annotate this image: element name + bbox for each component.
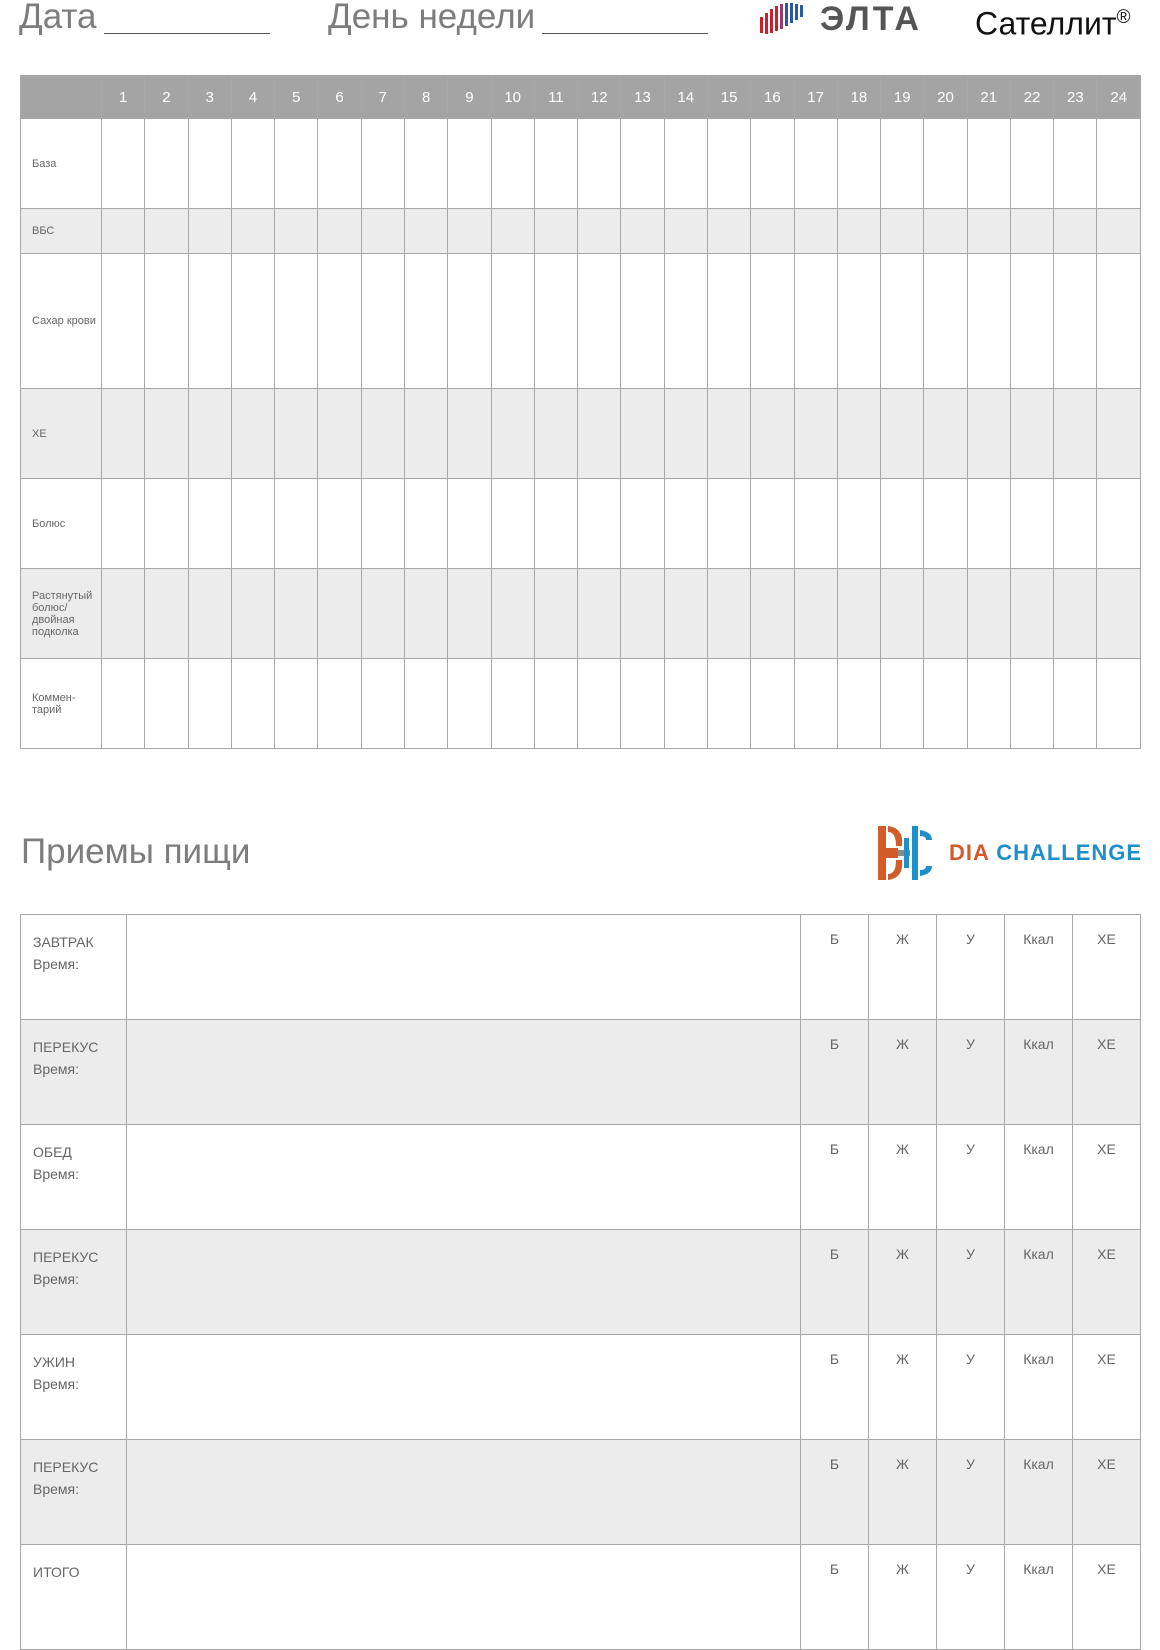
log-cell[interactable] — [102, 569, 145, 659]
meal-row — [21, 915, 1141, 1020]
log-cell[interactable] — [621, 389, 664, 479]
log-cell[interactable] — [1097, 209, 1141, 254]
log-cell[interactable] — [924, 659, 967, 749]
log-cell[interactable] — [967, 389, 1010, 479]
log-cell[interactable] — [188, 479, 231, 569]
log-cell[interactable] — [491, 659, 534, 749]
log-cell[interactable] — [881, 389, 924, 479]
log-row — [21, 569, 1141, 659]
log-cell[interactable] — [967, 659, 1010, 749]
log-cell[interactable] — [1054, 479, 1097, 569]
log-cell[interactable] — [361, 569, 404, 659]
meal-name-cell — [21, 1440, 127, 1545]
hour-header: 15 — [707, 76, 750, 119]
log-cell[interactable] — [318, 119, 361, 209]
hour-header: 22 — [1010, 76, 1053, 119]
elta-logo-icon — [760, 2, 816, 38]
log-cell[interactable] — [924, 389, 967, 479]
log-cell[interactable] — [318, 254, 361, 389]
nutrient-cell[interactable]: ХЕ — [1073, 1545, 1141, 1650]
nutrient-cell[interactable]: У — [937, 1020, 1005, 1125]
log-cell[interactable] — [145, 254, 188, 389]
log-cell[interactable] — [924, 569, 967, 659]
hourly-log-table — [20, 75, 1141, 749]
log-cell[interactable] — [534, 254, 577, 389]
hour-header: 12 — [578, 76, 621, 119]
meal-description-cell[interactable] — [127, 1335, 801, 1440]
log-cell[interactable] — [318, 569, 361, 659]
log-cell[interactable] — [794, 659, 837, 749]
meal-description-cell[interactable] — [127, 1230, 801, 1335]
log-cell[interactable] — [1054, 209, 1097, 254]
log-cell[interactable] — [967, 254, 1010, 389]
log-cell[interactable] — [664, 209, 707, 254]
log-cell[interactable] — [1054, 569, 1097, 659]
log-cell[interactable] — [578, 569, 621, 659]
log-cell[interactable] — [1010, 479, 1053, 569]
log-cell[interactable] — [491, 119, 534, 209]
log-cell[interactable] — [664, 479, 707, 569]
nutrient-cell[interactable]: Ккал — [1005, 1125, 1073, 1230]
log-cell[interactable] — [1054, 119, 1097, 209]
meal-row — [21, 1545, 1141, 1650]
hour-header: 1 — [102, 76, 145, 119]
row-label: База — [21, 119, 102, 209]
log-cell[interactable] — [231, 209, 274, 254]
log-cell[interactable] — [578, 209, 621, 254]
log-cell[interactable] — [967, 479, 1010, 569]
hour-header: 9 — [448, 76, 491, 119]
dia-challenge-logo-icon — [874, 824, 934, 882]
hour-header: 17 — [794, 76, 837, 119]
log-cell[interactable] — [751, 209, 794, 254]
hour-header: 10 — [491, 76, 534, 119]
registered-mark: ® — [1116, 7, 1131, 28]
log-cell[interactable] — [837, 479, 880, 569]
log-cell[interactable] — [275, 659, 318, 749]
log-cell[interactable] — [707, 209, 750, 254]
log-cell[interactable] — [751, 659, 794, 749]
log-cell[interactable] — [404, 659, 447, 749]
log-cell[interactable] — [837, 389, 880, 479]
log-cell[interactable] — [1097, 569, 1141, 659]
log-cell[interactable] — [448, 254, 491, 389]
log-cell[interactable] — [794, 479, 837, 569]
log-cell[interactable] — [491, 569, 534, 659]
log-cell[interactable] — [707, 479, 750, 569]
log-cell[interactable] — [751, 389, 794, 479]
elta-logo — [760, 2, 930, 38]
meals-title: Приемы пищи — [21, 832, 251, 871]
log-cell[interactable] — [794, 389, 837, 479]
meal-name: ПЕРЕКУС — [33, 1459, 99, 1475]
row-label: Коммен-тарий — [21, 659, 102, 749]
log-cell[interactable] — [837, 119, 880, 209]
nutrient-cell[interactable]: Ккал — [1005, 915, 1073, 1020]
log-row — [21, 254, 1141, 389]
weekday-field-line[interactable] — [542, 33, 708, 34]
meal-description-cell[interactable] — [127, 915, 801, 1020]
log-cell[interactable] — [534, 209, 577, 254]
hour-header: 11 — [534, 76, 577, 119]
nutrient-cell[interactable]: Ж — [869, 915, 937, 1020]
log-cell[interactable] — [448, 119, 491, 209]
log-cell[interactable] — [231, 659, 274, 749]
log-cell[interactable] — [794, 119, 837, 209]
meal-name-cell — [21, 1125, 127, 1230]
meal-time-label: Время: — [33, 1376, 80, 1392]
log-cell[interactable] — [275, 209, 318, 254]
log-cell[interactable] — [1010, 209, 1053, 254]
meal-name: ПЕРЕКУС — [33, 1249, 99, 1265]
log-cell[interactable] — [231, 569, 274, 659]
log-cell[interactable] — [188, 254, 231, 389]
meal-time-label: Время: — [33, 956, 80, 972]
nutrient-cell[interactable]: ХЕ — [1073, 1440, 1141, 1545]
nutrient-cell[interactable]: ХЕ — [1073, 915, 1141, 1020]
date-label: Дата — [19, 0, 97, 36]
log-cell[interactable] — [707, 254, 750, 389]
log-cell[interactable] — [1097, 389, 1141, 479]
meal-name-cell — [21, 915, 127, 1020]
log-cell[interactable] — [1097, 119, 1141, 209]
log-cell[interactable] — [621, 209, 664, 254]
hour-header: 3 — [188, 76, 231, 119]
nutrient-cell[interactable]: Ж — [869, 1335, 937, 1440]
meal-description-cell[interactable] — [127, 1545, 801, 1650]
meal-row — [21, 1020, 1141, 1125]
meal-row — [21, 1335, 1141, 1440]
hour-header: 16 — [751, 76, 794, 119]
log-cell[interactable] — [361, 479, 404, 569]
log-cell[interactable] — [1097, 254, 1141, 389]
nutrient-cell[interactable]: Ж — [869, 1440, 937, 1545]
log-cell[interactable] — [881, 209, 924, 254]
log-cell[interactable] — [924, 254, 967, 389]
log-cell[interactable] — [404, 569, 447, 659]
log-cell[interactable] — [188, 659, 231, 749]
nutrient-cell[interactable]: ХЕ — [1073, 1020, 1141, 1125]
log-cell[interactable] — [707, 659, 750, 749]
meal-name: ОБЕД — [33, 1144, 72, 1160]
log-cell[interactable] — [794, 254, 837, 389]
log-cell[interactable] — [967, 119, 1010, 209]
log-cell[interactable] — [361, 659, 404, 749]
meal-description-cell[interactable] — [127, 1440, 801, 1545]
log-cell[interactable] — [1010, 389, 1053, 479]
log-cell[interactable] — [621, 479, 664, 569]
hour-header: 21 — [967, 76, 1010, 119]
hour-header: 13 — [621, 76, 664, 119]
log-cell[interactable] — [491, 479, 534, 569]
nutrient-cell[interactable]: У — [937, 1125, 1005, 1230]
row-label: ВБС — [21, 209, 102, 254]
log-cell[interactable] — [578, 254, 621, 389]
log-cell[interactable] — [448, 479, 491, 569]
log-cell[interactable] — [621, 254, 664, 389]
hour-header: 8 — [404, 76, 447, 119]
log-cell[interactable] — [664, 389, 707, 479]
log-cell[interactable] — [751, 119, 794, 209]
nutrient-cell[interactable]: Ккал — [1005, 1545, 1073, 1650]
nutrient-cell[interactable]: У — [937, 1545, 1005, 1650]
log-cell[interactable] — [881, 254, 924, 389]
log-cell[interactable] — [491, 209, 534, 254]
nutrient-cell[interactable]: Ж — [869, 1545, 937, 1650]
log-cell[interactable] — [664, 254, 707, 389]
hour-header: 18 — [837, 76, 880, 119]
row-label: ХЕ — [21, 389, 102, 479]
log-cell[interactable] — [404, 389, 447, 479]
log-cell[interactable] — [448, 209, 491, 254]
log-cell[interactable] — [1010, 254, 1053, 389]
meal-name: ПЕРЕКУС — [33, 1039, 99, 1055]
log-cell[interactable] — [924, 479, 967, 569]
log-cell[interactable] — [1054, 389, 1097, 479]
log-cell[interactable] — [621, 659, 664, 749]
log-cell[interactable] — [361, 209, 404, 254]
log-cell[interactable] — [404, 254, 447, 389]
hour-header: 2 — [145, 76, 188, 119]
log-cell[interactable] — [275, 569, 318, 659]
nutrient-cell[interactable]: Б — [801, 1230, 869, 1335]
log-cell[interactable] — [707, 569, 750, 659]
log-cell[interactable] — [318, 209, 361, 254]
log-row — [21, 209, 1141, 254]
meal-time-label: Время: — [33, 1481, 80, 1497]
log-row — [21, 479, 1141, 569]
log-cell[interactable] — [1054, 254, 1097, 389]
log-cell[interactable] — [707, 389, 750, 479]
nutrient-cell[interactable]: Ккал — [1005, 1335, 1073, 1440]
nutrient-cell[interactable]: Ккал — [1005, 1440, 1073, 1545]
meal-name-cell — [21, 1020, 127, 1125]
meal-time-label: Время: — [33, 1166, 80, 1182]
log-cell[interactable] — [1010, 659, 1053, 749]
log-cell[interactable] — [881, 119, 924, 209]
row-label: Болюс — [21, 479, 102, 569]
row-label: Сахар крови — [21, 254, 102, 389]
nutrient-cell[interactable]: Ккал — [1005, 1230, 1073, 1335]
log-cell[interactable] — [448, 389, 491, 479]
log-cell[interactable] — [448, 569, 491, 659]
log-cell[interactable] — [145, 569, 188, 659]
nutrient-cell[interactable]: Б — [801, 1545, 869, 1650]
log-cell[interactable] — [188, 209, 231, 254]
hour-header: 5 — [275, 76, 318, 119]
log-cell[interactable] — [102, 254, 145, 389]
log-cell[interactable] — [145, 659, 188, 749]
log-cell[interactable] — [1010, 119, 1053, 209]
meal-row — [21, 1125, 1141, 1230]
satellit-logo — [975, 0, 1130, 44]
hour-header: 20 — [924, 76, 967, 119]
log-cell[interactable] — [231, 479, 274, 569]
log-cell[interactable] — [1097, 659, 1141, 749]
log-cell[interactable] — [578, 659, 621, 749]
log-cell[interactable] — [188, 119, 231, 209]
log-cell[interactable] — [924, 119, 967, 209]
log-cell[interactable] — [1097, 479, 1141, 569]
log-cell[interactable] — [751, 569, 794, 659]
log-cell[interactable] — [275, 389, 318, 479]
nutrient-cell[interactable]: Б — [801, 1335, 869, 1440]
log-cell[interactable] — [881, 479, 924, 569]
log-cell[interactable] — [275, 119, 318, 209]
log-cell[interactable] — [1054, 659, 1097, 749]
log-cell[interactable] — [404, 209, 447, 254]
log-cell[interactable] — [621, 119, 664, 209]
meal-time-label: Время: — [33, 1271, 80, 1287]
log-cell[interactable] — [534, 389, 577, 479]
log-cell[interactable] — [837, 254, 880, 389]
dia-challenge-logo — [874, 824, 1144, 884]
log-cell[interactable] — [318, 389, 361, 479]
log-cell[interactable] — [145, 119, 188, 209]
meal-name: ИТОГО — [33, 1564, 80, 1580]
nutrient-cell[interactable]: Ж — [869, 1020, 937, 1125]
log-row — [21, 389, 1141, 479]
log-cell[interactable] — [231, 254, 274, 389]
nutrient-cell[interactable]: У — [937, 1335, 1005, 1440]
log-cell[interactable] — [404, 479, 447, 569]
log-cell[interactable] — [188, 389, 231, 479]
hour-header: 7 — [361, 76, 404, 119]
log-cell[interactable] — [361, 389, 404, 479]
row-label: Растянутый болюс/ двойная подколка — [21, 569, 102, 659]
hour-header: 19 — [881, 76, 924, 119]
nutrient-cell[interactable]: ХЕ — [1073, 1125, 1141, 1230]
elta-logo-text: ЭЛТА — [820, 0, 922, 38]
log-cell[interactable] — [534, 479, 577, 569]
log-cell[interactable] — [102, 209, 145, 254]
log-cell[interactable] — [837, 209, 880, 254]
log-cell[interactable] — [578, 389, 621, 479]
nutrient-cell[interactable]: ХЕ — [1073, 1230, 1141, 1335]
nutrient-cell[interactable]: Ж — [869, 1230, 937, 1335]
hour-header: 4 — [231, 76, 274, 119]
log-cell[interactable] — [231, 389, 274, 479]
log-cell[interactable] — [751, 254, 794, 389]
meal-description-cell[interactable] — [127, 1020, 801, 1125]
log-cell[interactable] — [794, 209, 837, 254]
log-cell[interactable] — [231, 119, 274, 209]
log-cell[interactable] — [102, 479, 145, 569]
log-cell[interactable] — [924, 209, 967, 254]
nutrient-cell[interactable]: Ж — [869, 1125, 937, 1230]
log-cell[interactable] — [621, 569, 664, 659]
log-row — [21, 119, 1141, 209]
nutrient-cell[interactable]: У — [937, 915, 1005, 1020]
meal-name: ЗАВТРАК — [33, 934, 94, 950]
nutrient-cell[interactable]: Б — [801, 1020, 869, 1125]
nutrient-cell[interactable]: Б — [801, 915, 869, 1020]
log-cell[interactable] — [534, 659, 577, 749]
log-cell[interactable] — [275, 254, 318, 389]
hour-header: 24 — [1097, 76, 1141, 119]
log-cell[interactable] — [578, 479, 621, 569]
nutrient-cell[interactable]: Б — [801, 1440, 869, 1545]
nutrient-cell[interactable]: Ккал — [1005, 1020, 1073, 1125]
log-cell[interactable] — [837, 659, 880, 749]
log-cell[interactable] — [491, 254, 534, 389]
hour-header: 23 — [1054, 76, 1097, 119]
log-cell[interactable] — [102, 659, 145, 749]
hour-header: 6 — [318, 76, 361, 119]
log-cell[interactable] — [534, 119, 577, 209]
log-cell[interactable] — [102, 389, 145, 479]
nutrient-cell[interactable]: ХЕ — [1073, 1335, 1141, 1440]
nutrient-cell[interactable]: Б — [801, 1125, 869, 1230]
log-cell[interactable] — [534, 569, 577, 659]
table-corner-cell — [21, 76, 102, 119]
log-cell[interactable] — [967, 569, 1010, 659]
log-cell[interactable] — [318, 659, 361, 749]
hours-header-row — [21, 76, 1141, 119]
log-cell[interactable] — [664, 569, 707, 659]
meal-name-cell — [21, 1545, 127, 1650]
nutrient-cell[interactable]: У — [937, 1230, 1005, 1335]
log-cell[interactable] — [448, 659, 491, 749]
meal-description-cell[interactable] — [127, 1125, 801, 1230]
meals-table — [20, 914, 1141, 1650]
log-cell[interactable] — [491, 389, 534, 479]
weekday-label: День недели — [328, 0, 536, 36]
log-cell[interactable] — [881, 569, 924, 659]
meal-row — [21, 1440, 1141, 1545]
log-cell[interactable] — [361, 254, 404, 389]
log-cell[interactable] — [145, 389, 188, 479]
log-cell[interactable] — [751, 479, 794, 569]
log-cell[interactable] — [664, 659, 707, 749]
hour-header: 14 — [664, 76, 707, 119]
log-cell[interactable] — [881, 659, 924, 749]
meal-name-cell — [21, 1335, 127, 1440]
satellit-logo-text: Сателлит — [975, 5, 1117, 42]
log-cell[interactable] — [664, 119, 707, 209]
meal-name-cell — [21, 1230, 127, 1335]
log-cell[interactable] — [318, 479, 361, 569]
log-cell[interactable] — [1010, 569, 1053, 659]
log-cell[interactable] — [578, 119, 621, 209]
meal-row — [21, 1230, 1141, 1335]
log-cell[interactable] — [707, 119, 750, 209]
meal-time-label: Время: — [33, 1061, 80, 1077]
log-cell[interactable] — [794, 569, 837, 659]
log-cell[interactable] — [967, 209, 1010, 254]
log-cell[interactable] — [361, 119, 404, 209]
log-cell[interactable] — [145, 479, 188, 569]
log-row — [21, 659, 1141, 749]
log-cell[interactable] — [837, 569, 880, 659]
date-field-line[interactable] — [104, 33, 270, 34]
nutrient-cell[interactable]: У — [937, 1440, 1005, 1545]
log-cell[interactable] — [145, 209, 188, 254]
log-cell[interactable] — [404, 119, 447, 209]
page-header — [0, 0, 1160, 60]
log-cell[interactable] — [102, 119, 145, 209]
dia-challenge-logo-text: DIA CHALLENGE — [949, 840, 1143, 865]
meal-name: УЖИН — [33, 1354, 75, 1370]
log-cell[interactable] — [188, 569, 231, 659]
log-cell[interactable] — [275, 479, 318, 569]
